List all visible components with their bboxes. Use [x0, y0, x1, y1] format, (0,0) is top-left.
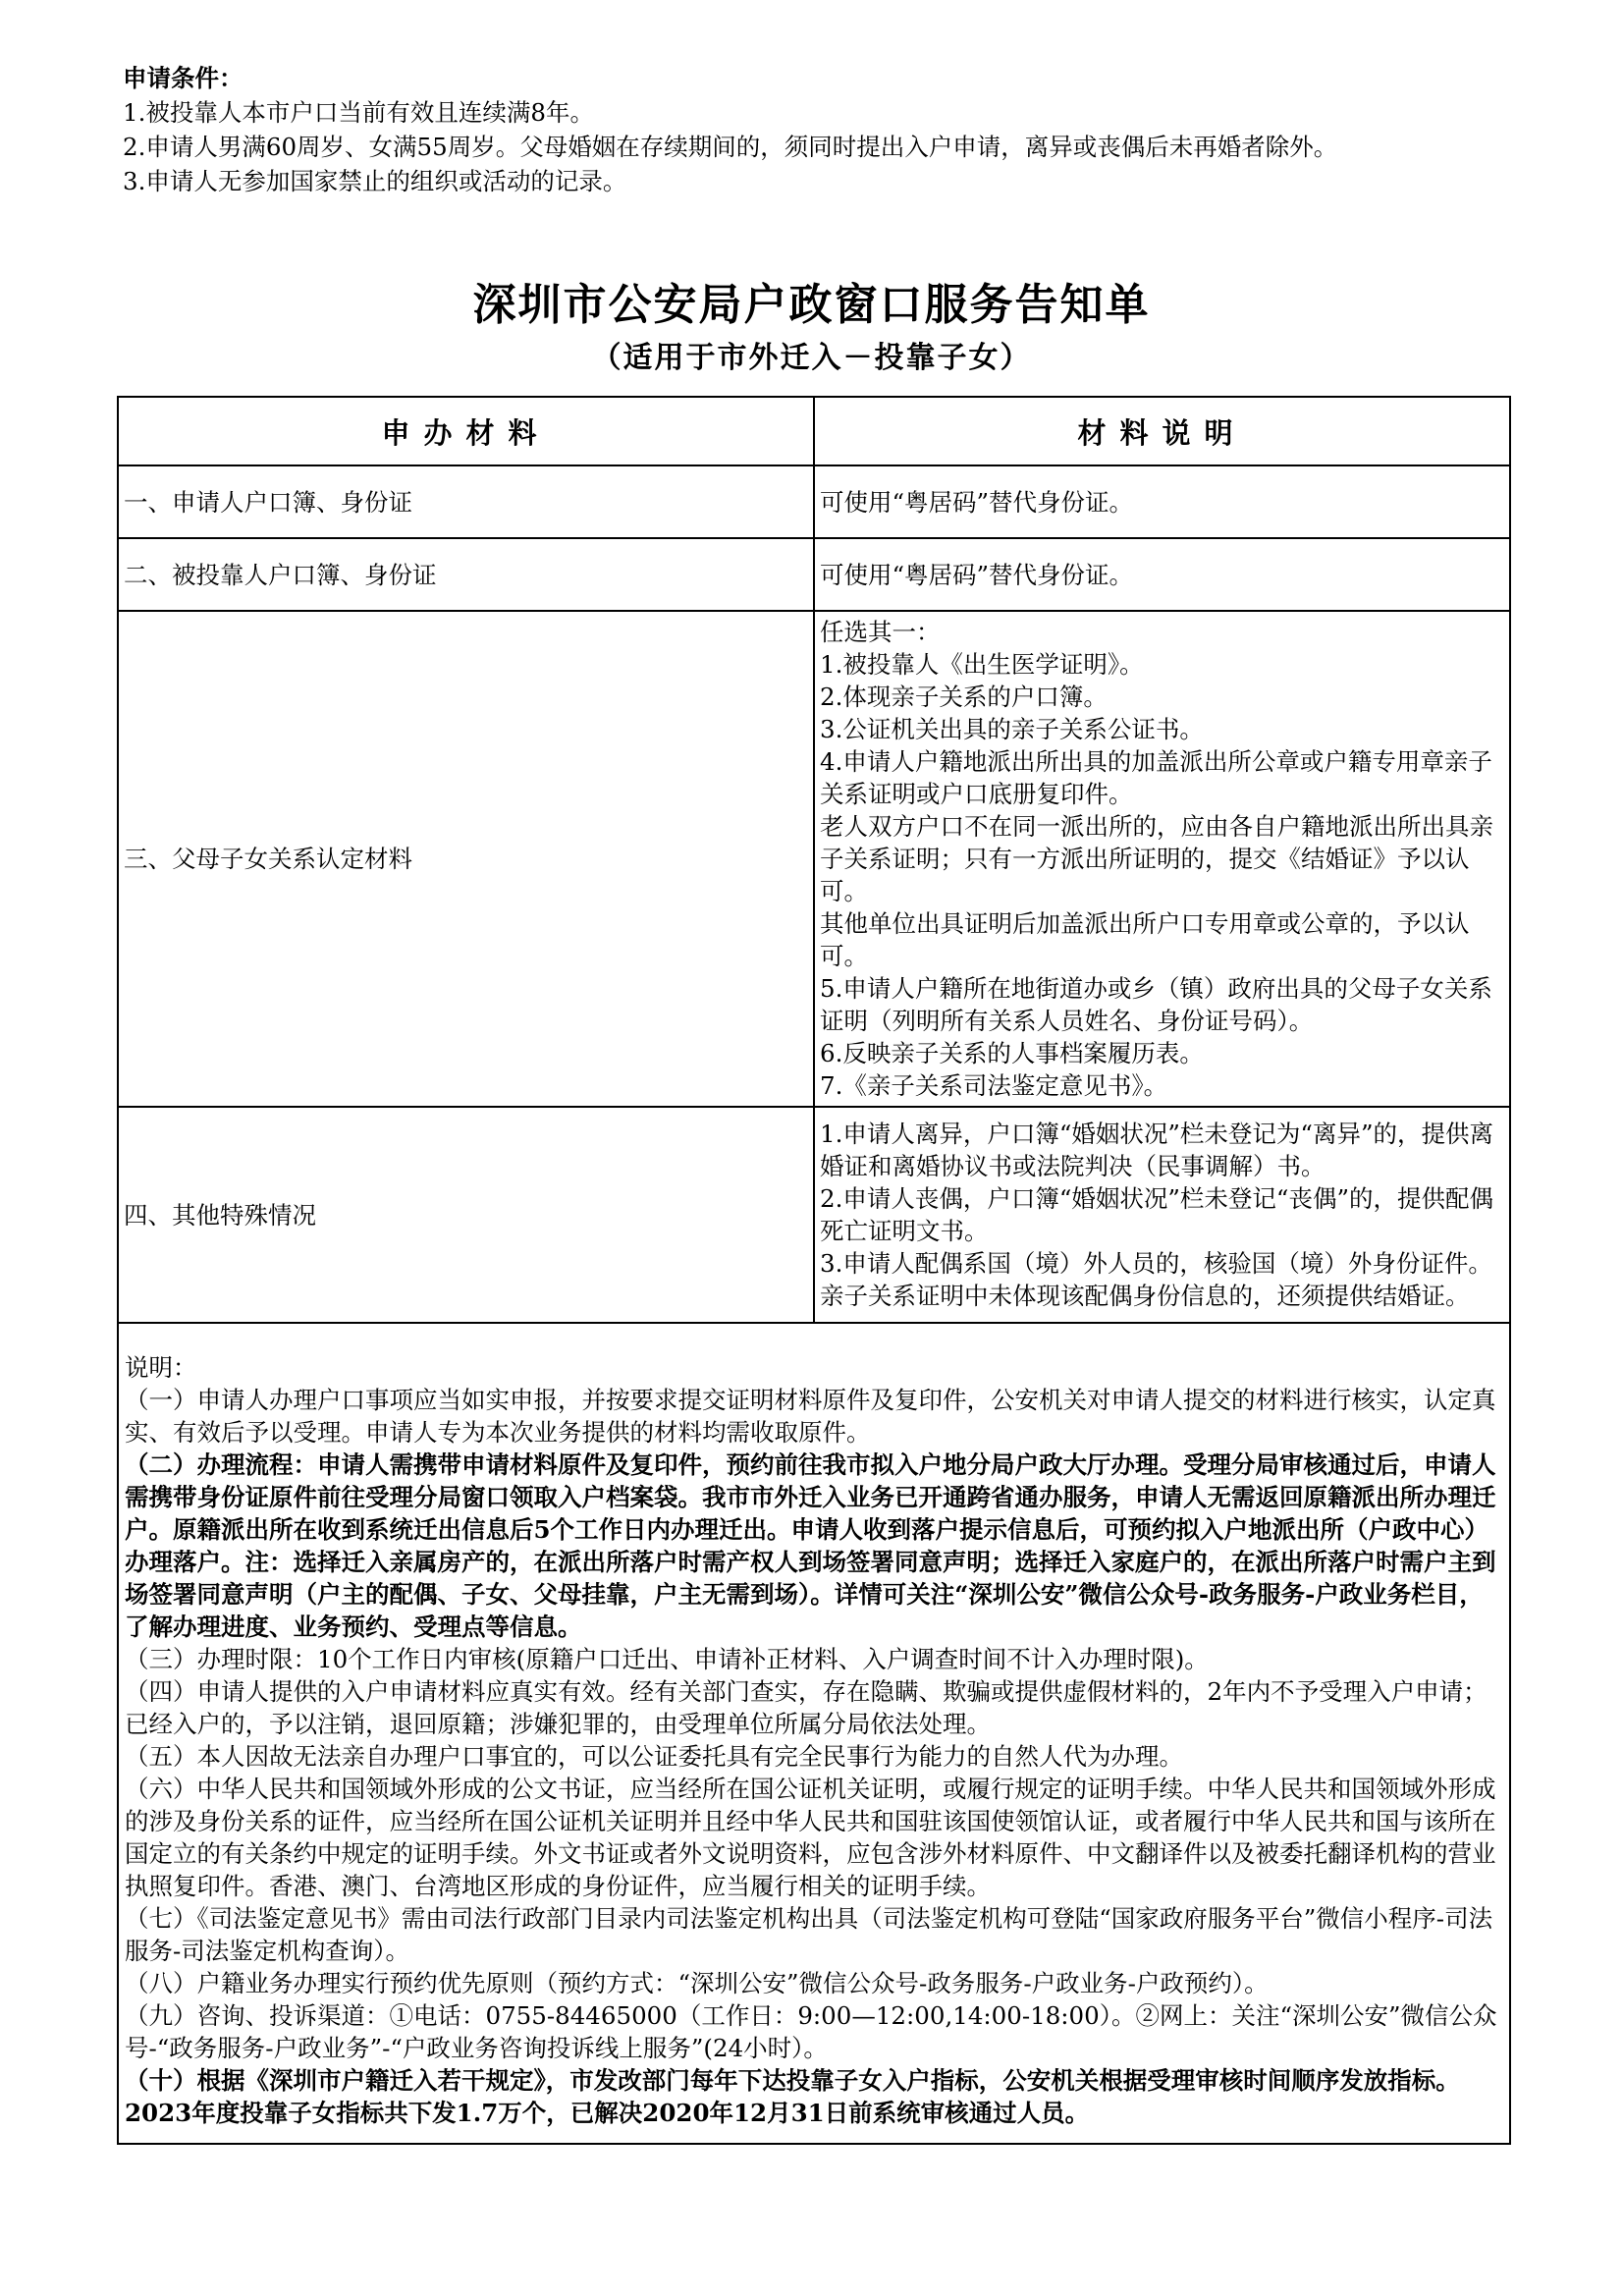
conditions-heading: 申请条件：: [123, 64, 243, 92]
material-description: [814, 465, 1510, 538]
description-line: 可使用“粤居码”替代身份证。: [820, 560, 1134, 589]
description-line: 5.申请人户籍所在地街道办或乡（镇）政府出具的父母子女关系证明（列明所有关系人员姓名、身份证号码）。: [820, 974, 1492, 1035]
description-line: 任选其一：: [820, 618, 941, 646]
description-line: 3.申请人配偶系国（境）外人员的，核验国（境）外身份证件。亲子关系证明中未体现该配偶身份信息的，还须提供结婚证。: [820, 1249, 1492, 1310]
column-header-materials: 申办材料: [118, 397, 814, 465]
page-title: 深圳市公安局户政窗口服务告知单: [472, 280, 1151, 330]
note-item: （九）咨询、投诉渠道：①电话：0755-84465000（工作日：9:00—12:00,14:00-18:00）。②网上：关注“深圳公安”微信公众号-“政务服务-户政业务”-“户政业务咨询投诉线上服务”(24小时）。: [125, 2001, 1497, 2062]
note-item: （三）办理时限：10个工作日内审核(原籍户口迁出、申请补正材料、入户调查时间不计入办理时限)。: [125, 1645, 1209, 1673]
condition-item: 3.申请人无参加国家禁止的组织或活动的记录。: [123, 167, 627, 195]
note-item: （二）办理流程：申请人需携带申请材料原件及复印件，预约前往我市拟入户地分局户政大厅办理。受理分局审核通过后，申请人需携带身份证原件前往受理分局窗口领取入户档案袋。我市市外迁入业务已开通跨省通办服务，申请人无需返回原籍派出所办理迁户。原籍派出所在收到系统迁出信息后5个工作日内办理迁出。申请人收到落户提示信息后，可预约拟入户地派出所（户政中心）办理落户。注：选择迁入亲属房产的，在派出所落户时需产权人到场签署同意声明；选择迁入家庭户的，在派出所落户时需户主到场签署同意声明（户主的配偶、子女、父母挂靠，户主无需到场）。详情可关注“深圳公安”微信公众号-政务服务-户政业务栏目，了解办理进度、业务预约、受理点等信息。: [125, 1450, 1496, 1641]
description-line: 老人双方户口不在同一派出所的，应由各自户籍地派出所出具亲子关系证明；只有一方派出所证明的，提交《结婚证》予以认可。: [820, 812, 1493, 905]
description-line: 可使用“粤居码”替代身份证。: [820, 487, 1134, 517]
material-name: 二、被投靠人户口簿、身份证: [118, 538, 814, 611]
material-name: 一、申请人户口簿、身份证: [118, 465, 814, 538]
description-line: 1.被投靠人《出生医学证明》。: [820, 650, 1144, 679]
material-name: 三、父母子女关系认定材料: [118, 611, 814, 1107]
description-line: 1.申请人离异，户口簿“婚姻状况”栏未登记为“离异”的，提供离婚证和离婚协议书或法院判决（民事调解）书。: [820, 1120, 1493, 1180]
table-row: [118, 1107, 1510, 1323]
application-conditions: [123, 61, 1517, 198]
description-line: 2.申请人丧偶，户口簿“婚姻状况”栏未登记“丧偶”的，提供配偶死亡证明文书。: [820, 1184, 1493, 1245]
table-row: [118, 611, 1510, 1107]
material-description: [814, 611, 1510, 1107]
note-item: （七）《司法鉴定意见书》需由司法行政部门目录内司法鉴定机构出具（司法鉴定机构可登陆“国家政府服务平台”微信小程序-司法服务-司法鉴定机构查询）。: [125, 1904, 1493, 1965]
note-item: （一）申请人办理户口事项应当如实申报，并按要求提交证明材料原件及复印件，公安机关对申请人提交的材料进行核实，认定真实、有效后予以受理。申请人专为本次业务提供的材料均需收取原件。: [125, 1386, 1496, 1447]
materials-table: [117, 396, 1511, 2145]
page-subtitle: （适用于市外迁入－投靠子女）: [591, 341, 1032, 375]
condition-item: 1.被投靠人本市户口当前有效且连续满8年。: [123, 98, 594, 127]
description-line: 2.体现亲子关系的户口簿。: [820, 683, 1108, 711]
condition-item: 2.申请人男满60周岁、女满55周岁。父母婚姻在存续期间的，须同时提出入户申请，离异或丧偶后未再婚者除外。: [123, 133, 1338, 161]
description-line: 3.公证机关出具的亲子关系公证书。: [820, 715, 1204, 743]
note-item: （五）本人因故无法亲自办理户口事宜的，可以公证委托具有完全民事行为能力的自然人代为办理。: [125, 1742, 1183, 1771]
description-line: 其他单位出具证明后加盖派出所户口专用章或公章的，予以认可。: [820, 909, 1470, 970]
note-item: （八）户籍业务办理实行预约优先原则（预约方式：“深圳公安”微信公众号-政务服务-户政业务-户政预约）。: [125, 1969, 1269, 1997]
notes-cell: [118, 1323, 1510, 2144]
notes-row: [118, 1323, 1510, 2144]
material-name: 四、其他特殊情况: [118, 1107, 814, 1323]
description-line: 4.申请人户籍地派出所出具的加盖派出所公章或户籍专用章亲子关系证明或户口底册复印件。: [820, 747, 1492, 808]
description-line: 7.《亲子关系司法鉴定意见书》。: [820, 1071, 1168, 1100]
column-header-description: 材料说明: [814, 397, 1510, 465]
material-description: [814, 538, 1510, 611]
notes-heading: 说明：: [125, 1353, 197, 1382]
note-item: （四）申请人提供的入户申请材料应真实有效。经有关部门查实，存在隐瞒、欺骗或提供虚假材料的，2年内不予受理入户申请；已经入户的，予以注销，退回原籍；涉嫌犯罪的，由受理单位所属分局依法处理。: [125, 1677, 1488, 1738]
table-row: [118, 538, 1510, 611]
note-item: （六）中华人民共和国领域外形成的公文书证，应当经所在国公证机关证明，或履行规定的证明手续。中华人民共和国领域外形成的涉及身份关系的证件，应当经所在国公证机关证明并且经中华人民共和国驻该国使领馆认证，或者履行中华人民共和国与该所在国定立的有关条约中规定的证明手续。外文书证或者外文说明资料，应包含涉外材料原件、中文翻译件以及被委托翻译机构的营业执照复印件。香港、澳门、台湾地区形成的身份证件，应当履行相关的证明手续。: [125, 1775, 1496, 1900]
material-description: [814, 1107, 1510, 1323]
table-header-row: [118, 397, 1510, 465]
table-row: [118, 465, 1510, 538]
description-line: 6.反映亲子关系的人事档案履历表。: [820, 1039, 1204, 1067]
note-item: （十）根据《深圳市户籍迁入若干规定》，市发改部门每年下达投靠子女入户指标，公安机关根据受理审核时间顺序发放指标。2023年度投靠子女指标共下发1.7万个，已解决2020年12月31日前系统审核通过人员。: [125, 2066, 1460, 2127]
